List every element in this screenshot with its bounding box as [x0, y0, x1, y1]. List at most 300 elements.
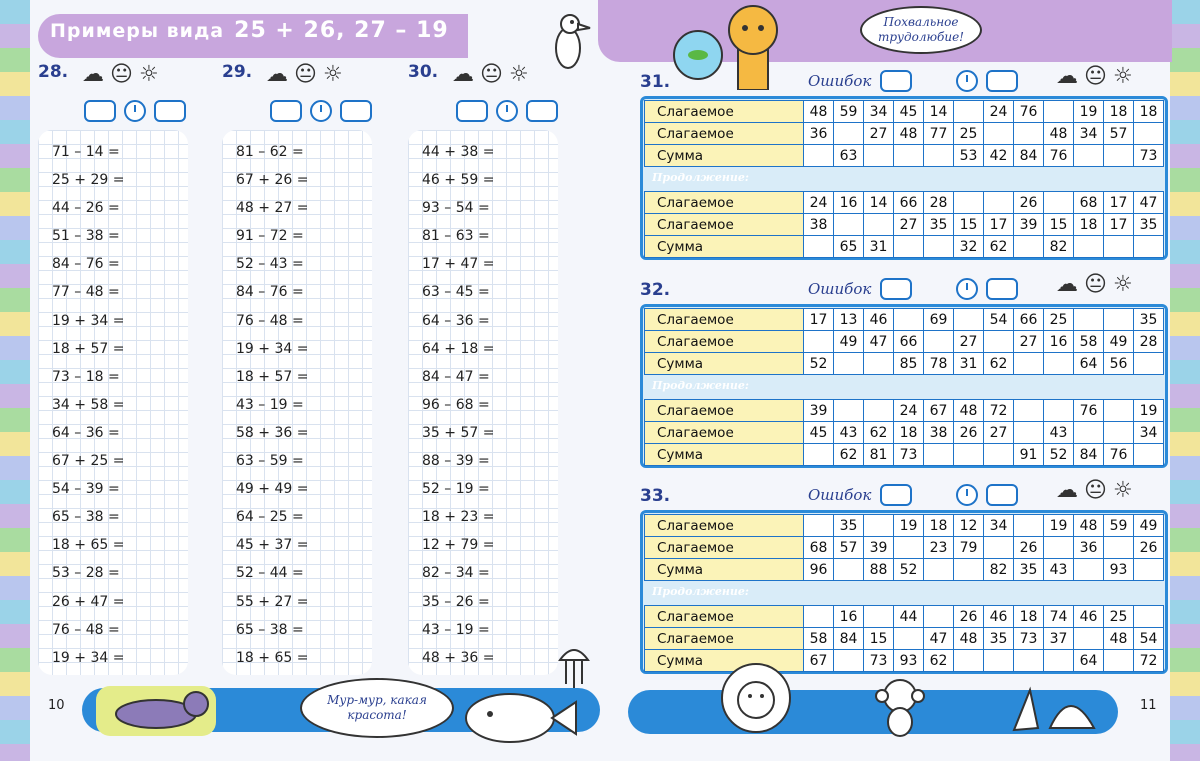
row-label: Сумма: [645, 444, 804, 466]
answer-cell[interactable]: [864, 145, 894, 167]
value-cell: 18: [1104, 101, 1134, 123]
exercise-item: 12 + 79 =: [422, 537, 495, 554]
cloud-icon[interactable]: ☁: [82, 62, 104, 87]
timer-row-30: [456, 100, 558, 122]
sum-table-part2: [644, 399, 1164, 466]
value-cell: 18: [1134, 101, 1164, 123]
value-cell: 18: [1074, 214, 1104, 236]
value-cell: 23: [924, 537, 954, 559]
table-row: [645, 400, 1164, 422]
row-label: Сумма: [645, 145, 804, 167]
answer-cell[interactable]: [894, 628, 924, 650]
value-cell: 34: [864, 101, 894, 123]
answer-cell[interactable]: [1104, 537, 1134, 559]
title-text: Примеры вида: [50, 20, 225, 42]
sum-table-part1: [644, 308, 1164, 375]
bird-illustration-icon: [540, 10, 600, 80]
value-cell: 26: [954, 606, 984, 628]
value-cell: 45: [804, 422, 834, 444]
value-cell: 25: [1044, 309, 1074, 331]
value-cell: 16: [1044, 331, 1074, 353]
answer-cell[interactable]: [1104, 650, 1134, 672]
time-box[interactable]: [340, 100, 372, 122]
row-label: Слагаемое: [645, 537, 804, 559]
value-cell: 59: [1104, 515, 1134, 537]
exercise-item: 63 – 59 =: [236, 453, 304, 470]
answer-cell[interactable]: [1044, 101, 1074, 123]
answer-cell[interactable]: [894, 145, 924, 167]
answer-cell[interactable]: [924, 145, 954, 167]
answer-cell[interactable]: [1134, 123, 1164, 145]
table-row: [645, 559, 1164, 581]
value-cell: 14: [924, 101, 954, 123]
value-cell: 35: [924, 214, 954, 236]
sun-icon[interactable]: ☼: [1112, 478, 1133, 503]
answer-cell[interactable]: [1014, 422, 1044, 444]
table-row: [645, 123, 1164, 145]
answer-cell[interactable]: [804, 145, 834, 167]
value-cell: 76: [1014, 101, 1044, 123]
value-cell: 73: [1014, 628, 1044, 650]
value-cell: 62: [984, 353, 1014, 375]
answer-cell[interactable]: [924, 331, 954, 353]
row-label: Слагаемое: [645, 101, 804, 123]
value-cell: 18: [924, 515, 954, 537]
answer-cell[interactable]: [1104, 236, 1134, 258]
neutral-face-icon[interactable]: 😐: [1084, 272, 1107, 297]
mood-icons: [1056, 64, 1133, 89]
value-cell: 48: [804, 101, 834, 123]
sun-icon[interactable]: ☼: [138, 62, 159, 87]
value-cell: 18: [894, 422, 924, 444]
value-cell: 52: [1044, 444, 1074, 466]
exercise-item: 35 + 57 =: [422, 424, 495, 441]
exercise-item: 54 – 39 =: [52, 481, 120, 498]
left-decorative-stripes: [0, 0, 30, 761]
row-label: Слагаемое: [645, 123, 804, 145]
alarm-clock-icon: [310, 100, 332, 122]
value-cell: 46: [1074, 606, 1104, 628]
timer-row: [880, 278, 1018, 300]
answer-cell[interactable]: [804, 331, 834, 353]
row-label: Слагаемое: [645, 422, 804, 444]
answer-cell[interactable]: [1074, 422, 1104, 444]
value-cell: 25: [954, 123, 984, 145]
value-cell: 37: [1044, 628, 1074, 650]
value-cell: 43: [1044, 422, 1074, 444]
page-number-right: 11: [1140, 698, 1157, 713]
answer-cell[interactable]: [864, 400, 894, 422]
answer-cell[interactable]: [1014, 400, 1044, 422]
value-cell: 19: [1134, 400, 1164, 422]
value-cell: 91: [1014, 444, 1044, 466]
value-cell: 68: [1074, 192, 1104, 214]
value-cell: 18: [1014, 606, 1044, 628]
page-title: [50, 18, 449, 43]
row-label: Сумма: [645, 353, 804, 375]
value-cell: 35: [1134, 214, 1164, 236]
value-cell: 19: [894, 515, 924, 537]
alarm-clock-icon: [956, 70, 978, 92]
errors-label: Ошибок: [808, 72, 872, 90]
mood-icons-30: [452, 62, 529, 87]
sun-icon[interactable]: ☼: [322, 62, 343, 87]
answer-cell[interactable]: [804, 444, 834, 466]
exercise-item: 96 – 68 =: [422, 396, 490, 413]
answer-cell[interactable]: [984, 123, 1014, 145]
value-cell: 62: [984, 236, 1014, 258]
value-cell: 49: [1104, 331, 1134, 353]
answer-cell[interactable]: [954, 101, 984, 123]
sun-icon[interactable]: ☼: [508, 62, 529, 87]
exercise-item: 44 + 38 =: [422, 144, 495, 160]
value-cell: 39: [804, 400, 834, 422]
exercise-item: 35 – 26 =: [422, 593, 490, 610]
answer-cell[interactable]: [984, 537, 1014, 559]
answer-cell[interactable]: [1104, 400, 1134, 422]
value-cell: 64: [1074, 353, 1104, 375]
exercise-item: 18 + 57 =: [52, 340, 125, 357]
answer-cell[interactable]: [1014, 236, 1044, 258]
cloud-icon[interactable]: ☁: [452, 62, 474, 87]
cloud-icon[interactable]: ☁: [266, 62, 288, 87]
exercise-item: 48 + 36 =: [422, 649, 495, 666]
errors-box[interactable]: [880, 278, 912, 300]
answer-cell[interactable]: [1014, 123, 1044, 145]
exercise-item: 81 – 63 =: [422, 228, 490, 245]
table-row: [645, 236, 1164, 258]
alarm-clock-icon: [124, 100, 146, 122]
exercise-item: 81 – 62 =: [236, 144, 304, 160]
value-cell: 31: [954, 353, 984, 375]
exercise-item: 18 + 65 =: [52, 537, 125, 554]
answer-cell[interactable]: [834, 650, 864, 672]
errors-box[interactable]: [84, 100, 116, 122]
value-cell: 46: [984, 606, 1014, 628]
timer-row: [880, 484, 1018, 506]
cat-speech-bubble: [300, 678, 454, 738]
value-cell: 64: [1074, 650, 1104, 672]
value-cell: 49: [1134, 515, 1164, 537]
value-cell: 65: [834, 236, 864, 258]
answer-cell[interactable]: [984, 444, 1014, 466]
answer-cell[interactable]: [894, 309, 924, 331]
value-cell: 72: [1134, 650, 1164, 672]
answer-cell[interactable]: [864, 606, 894, 628]
exercise-item: 26 + 47 =: [52, 593, 125, 610]
exercise-30-number: 30.: [408, 62, 439, 82]
answer-cell[interactable]: [864, 515, 894, 537]
answer-cell[interactable]: [1044, 650, 1074, 672]
exercise-item: 84 – 76 =: [52, 256, 120, 273]
table-row: [645, 145, 1164, 167]
value-cell: 39: [1014, 214, 1044, 236]
errors-label: Ошибок: [808, 486, 872, 504]
value-cell: 15: [1044, 214, 1074, 236]
neutral-face-icon[interactable]: 😐: [294, 62, 317, 87]
table-row: [645, 101, 1164, 123]
exercise-item: 67 + 25 =: [52, 453, 125, 470]
table-row: [645, 214, 1164, 236]
value-cell: 48: [1044, 123, 1074, 145]
value-cell: 48: [1074, 515, 1104, 537]
neutral-face-icon[interactable]: 😐: [1084, 64, 1107, 89]
seashell-icon: [1010, 680, 1106, 736]
errors-box[interactable]: [880, 484, 912, 506]
answer-cell[interactable]: [1134, 559, 1164, 581]
cloud-icon[interactable]: ☁: [1056, 272, 1078, 297]
value-cell: 14: [864, 192, 894, 214]
time-box[interactable]: [526, 100, 558, 122]
exercise-item: 17 + 47 =: [422, 256, 495, 273]
time-box[interactable]: [986, 70, 1018, 92]
value-cell: 31: [864, 236, 894, 258]
value-cell: 15: [954, 214, 984, 236]
answer-cell[interactable]: [834, 400, 864, 422]
exercise-item: 65 – 38 =: [236, 621, 304, 638]
answer-cell[interactable]: [1074, 145, 1104, 167]
exercise-item: 52 – 43 =: [236, 256, 304, 273]
answer-cell[interactable]: [894, 236, 924, 258]
value-cell: 52: [894, 559, 924, 581]
answer-cell[interactable]: [1044, 400, 1074, 422]
value-cell: 79: [954, 537, 984, 559]
table-row: [645, 444, 1164, 466]
value-cell: 93: [894, 650, 924, 672]
row-label: Сумма: [645, 236, 804, 258]
answer-cell[interactable]: [864, 353, 894, 375]
sum-table-part1: [644, 514, 1164, 581]
value-cell: 27: [984, 422, 1014, 444]
value-cell: 17: [1104, 192, 1134, 214]
value-cell: 48: [954, 628, 984, 650]
timer-row: [880, 70, 1018, 92]
title-formula: 25 + 26, 27 – 19: [234, 18, 449, 43]
value-cell: 57: [834, 537, 864, 559]
answer-cell[interactable]: [804, 515, 834, 537]
exercise-item: 64 – 36 =: [422, 312, 490, 329]
answer-cell[interactable]: [924, 444, 954, 466]
answer-cell[interactable]: [804, 236, 834, 258]
value-cell: 46: [864, 309, 894, 331]
exercise-item: 46 + 59 =: [422, 172, 495, 189]
value-cell: 66: [894, 331, 924, 353]
table-row: [645, 606, 1164, 628]
answer-cell[interactable]: [1044, 353, 1074, 375]
row-label: Слагаемое: [645, 400, 804, 422]
answer-cell[interactable]: [954, 309, 984, 331]
value-cell: 57: [1104, 123, 1134, 145]
value-cell: 45: [894, 101, 924, 123]
answer-cell[interactable]: [1134, 353, 1164, 375]
answer-cell[interactable]: [834, 559, 864, 581]
exercise-item: 67 + 26 =: [236, 172, 309, 189]
value-cell: 78: [924, 353, 954, 375]
value-cell: 84: [1074, 444, 1104, 466]
value-cell: 26: [1014, 192, 1044, 214]
time-box[interactable]: [986, 484, 1018, 506]
exercise-list-29: [236, 144, 308, 678]
table-row: [645, 515, 1164, 537]
answer-cell[interactable]: [804, 606, 834, 628]
exercise-29-number: 29.: [222, 62, 253, 82]
value-cell: 85: [894, 353, 924, 375]
continuation-label: Продолжение:: [652, 379, 749, 392]
answer-cell[interactable]: [984, 650, 1014, 672]
answer-cell[interactable]: [1044, 537, 1074, 559]
value-cell: 59: [834, 101, 864, 123]
exercise-item: 84 – 76 =: [236, 284, 304, 301]
exercise-item: 25 + 29 =: [52, 172, 125, 189]
cloud-icon[interactable]: ☁: [1056, 478, 1078, 503]
value-cell: 52: [804, 353, 834, 375]
value-cell: 19: [1044, 515, 1074, 537]
alarm-clock-icon: [496, 100, 518, 122]
value-cell: 34: [1074, 123, 1104, 145]
value-cell: 56: [1104, 353, 1134, 375]
answer-cell[interactable]: [894, 537, 924, 559]
answer-cell[interactable]: [924, 606, 954, 628]
answer-cell[interactable]: [954, 444, 984, 466]
answer-cell[interactable]: [1104, 145, 1134, 167]
answer-cell[interactable]: [984, 192, 1014, 214]
answer-cell[interactable]: [924, 236, 954, 258]
exercise-32-number: 32.: [640, 280, 671, 300]
value-cell: 84: [1014, 145, 1044, 167]
value-cell: 76: [1044, 145, 1074, 167]
answer-cell[interactable]: [954, 192, 984, 214]
value-cell: 28: [1134, 331, 1164, 353]
value-cell: 62: [834, 444, 864, 466]
answer-cell[interactable]: [984, 331, 1014, 353]
value-cell: 69: [924, 309, 954, 331]
answer-cell[interactable]: [1134, 606, 1164, 628]
answer-cell[interactable]: [1134, 444, 1164, 466]
answer-cell[interactable]: [1044, 192, 1074, 214]
value-cell: 26: [1014, 537, 1044, 559]
exercise-item: 64 – 36 =: [52, 424, 120, 441]
neutral-face-icon[interactable]: 😐: [480, 62, 503, 87]
errors-box[interactable]: [880, 70, 912, 92]
value-cell: 72: [984, 400, 1014, 422]
praise-speech-bubble: [860, 6, 982, 54]
neutral-face-icon[interactable]: 😐: [1084, 478, 1107, 503]
value-cell: 76: [1074, 400, 1104, 422]
answer-cell[interactable]: [1074, 309, 1104, 331]
exercise-item: 55 + 27 =: [236, 593, 309, 610]
exercise-item: 82 – 34 =: [422, 565, 490, 582]
errors-box[interactable]: [270, 100, 302, 122]
answer-cell[interactable]: [834, 123, 864, 145]
table-row: [645, 309, 1164, 331]
value-cell: 27: [894, 214, 924, 236]
value-cell: 44: [894, 606, 924, 628]
answer-cell[interactable]: [1074, 628, 1104, 650]
exercise-item: 19 + 34 =: [236, 340, 309, 357]
answer-cell[interactable]: [924, 559, 954, 581]
answer-cell[interactable]: [954, 650, 984, 672]
alarm-clock-icon: [956, 484, 978, 506]
answer-cell[interactable]: [1104, 309, 1134, 331]
sun-icon[interactable]: ☼: [1112, 272, 1133, 297]
neutral-face-icon[interactable]: 😐: [110, 62, 133, 87]
mood-icons-28: [82, 62, 159, 87]
timer-row-29: [270, 100, 372, 122]
value-cell: 24: [984, 101, 1014, 123]
exercise-item: 64 + 18 =: [422, 340, 495, 357]
answer-cell[interactable]: [1074, 236, 1104, 258]
answer-cell[interactable]: [1014, 650, 1044, 672]
row-label: Сумма: [645, 650, 804, 672]
table-row: [645, 628, 1164, 650]
exercise-item: 18 + 23 =: [422, 509, 495, 526]
value-cell: 82: [1044, 236, 1074, 258]
exercise-item: 43 – 19 =: [422, 621, 490, 638]
answer-cell[interactable]: [954, 559, 984, 581]
value-cell: 47: [924, 628, 954, 650]
answer-cell[interactable]: [834, 353, 864, 375]
exercise-item: 44 – 26 =: [52, 200, 120, 217]
answer-cell[interactable]: [864, 214, 894, 236]
answer-cell[interactable]: [1014, 353, 1044, 375]
exercise-item: 19 + 34 =: [52, 312, 125, 329]
value-cell: 12: [954, 515, 984, 537]
row-label: Сумма: [645, 559, 804, 581]
answer-cell[interactable]: [1104, 422, 1134, 444]
value-cell: 82: [984, 559, 1014, 581]
value-cell: 48: [894, 123, 924, 145]
exercise-item: 53 – 28 =: [52, 565, 120, 582]
row-label: Слагаемое: [645, 192, 804, 214]
value-cell: 84: [834, 628, 864, 650]
mood-icons: [1056, 272, 1133, 297]
value-cell: 16: [834, 192, 864, 214]
answer-cell[interactable]: [1134, 236, 1164, 258]
value-cell: 49: [834, 331, 864, 353]
value-cell: 54: [984, 309, 1014, 331]
value-cell: 35: [1134, 309, 1164, 331]
exercise-item: 43 – 19 =: [236, 396, 304, 413]
value-cell: 17: [984, 214, 1014, 236]
value-cell: 26: [954, 422, 984, 444]
sum-table-part2: [644, 191, 1164, 258]
exercise-item: 51 – 38 =: [52, 228, 120, 245]
cloud-icon[interactable]: ☁: [1056, 64, 1078, 89]
value-cell: 38: [804, 214, 834, 236]
value-cell: 34: [1134, 422, 1164, 444]
answer-cell[interactable]: [1074, 559, 1104, 581]
cat-on-mat-icon: [96, 676, 226, 746]
exercise-list-28: [52, 144, 124, 678]
page-number-left: 10: [48, 698, 65, 713]
value-cell: 36: [804, 123, 834, 145]
sun-icon[interactable]: ☼: [1112, 64, 1133, 89]
exercise-item: 93 – 54 =: [422, 200, 490, 217]
value-cell: 54: [1134, 628, 1164, 650]
answer-cell[interactable]: [834, 214, 864, 236]
right-decorative-stripes: [1170, 0, 1200, 761]
value-cell: 76: [1104, 444, 1134, 466]
value-cell: 28: [924, 192, 954, 214]
time-box[interactable]: [986, 278, 1018, 300]
value-cell: 73: [1134, 145, 1164, 167]
errors-box[interactable]: [456, 100, 488, 122]
time-box[interactable]: [154, 100, 186, 122]
exercise-item: 64 – 25 =: [236, 509, 304, 526]
value-cell: 96: [804, 559, 834, 581]
value-cell: 66: [894, 192, 924, 214]
answer-cell[interactable]: [1014, 515, 1044, 537]
